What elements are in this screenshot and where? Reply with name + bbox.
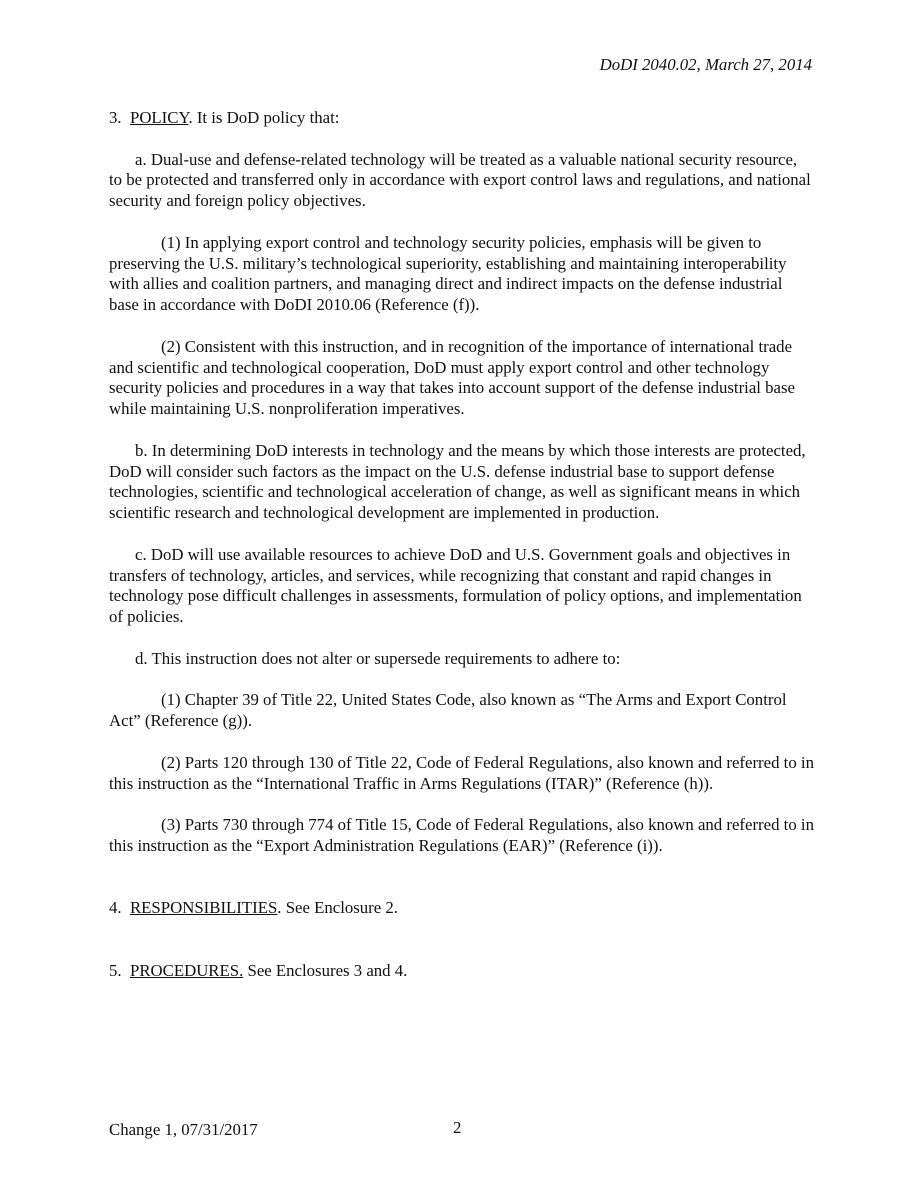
section-number: 5. xyxy=(109,960,122,980)
document-body xyxy=(109,108,814,981)
paragraph-3c: c. DoD will use available resources to achieve DoD and U.S. Government goals and objectives in transfers of technology, articles, and services, while recognizing that constant and rapid changes in technology pose difficult challenges in assessments, formulation of policy options, and implementation of policies. xyxy=(109,544,802,627)
change-footer: Change 1, 07/31/2017 xyxy=(109,1120,258,1139)
paragraph-3d3: (3) Parts 730 through 774 of Title 15, Code of Federal Regulations, also known and referred to in this instruction as the “Export Administration Regulations (EAR)” (Reference (i)). xyxy=(109,815,814,855)
section-title: RESPONSIBILITIES xyxy=(129,898,278,918)
section-4-heading xyxy=(109,898,814,919)
section-5-heading xyxy=(109,961,814,982)
section-number: 3. xyxy=(109,108,122,127)
paragraph-3d1: (1) Chapter 39 of Title 22, United States Code, also known as “The Arms and Export Control Act” (Reference (g)). xyxy=(109,690,787,731)
running-header: DoDI 2040.02, March 27, 2014 xyxy=(599,55,812,74)
paragraph-3d2: (2) Parts 120 through 130 of Title 22, Code of Federal Regulations, also known and referred to in this instruction as the “International Traffic in Arms Regulations (ITAR)” (Reference (h)). xyxy=(109,752,814,793)
section-intro: . It is DoD policy that: xyxy=(188,108,340,127)
paragraph-3b: b. In determining DoD interests in technology and the means by which those interests are protected, DoD will consider such factors as the impact on the U.S. defense industrial base to support defense technologies, scientific and technological acceleration of change, as well as significant means in which scientific research and technological development are implemented in production. xyxy=(109,440,806,523)
paragraph-3a2: (2) Consistent with this instruction, and in recognition of the importance of international trade and scientific and technological cooperation, DoD must apply export control and other technology security policies and procedures in a way that takes into account support of the defense industrial base while maintaining U.S. nonproliferation imperatives. xyxy=(109,336,795,419)
section-text: See Enclosures 3 and 4. xyxy=(243,960,408,980)
page-number: 2 xyxy=(453,1118,462,1137)
section-title: PROCEDURES. xyxy=(129,960,244,980)
paragraph-3d: d. This instruction does not alter or supersede requirements to adhere to: xyxy=(135,648,621,668)
section-number: 4. xyxy=(109,898,122,918)
paragraph-3a: a. Dual-use and defense-related technology will be treated as a valuable national security resource, to be protected and transferred only in accordance with export control laws and regulations, and national security and foreign policy objectives. xyxy=(109,149,811,211)
section-title: POLICY xyxy=(129,108,189,127)
section-text: . See Enclosure 2. xyxy=(277,898,398,918)
paragraph-3a1: (1) In applying export control and technology security policies, emphasis will be given to preserving the U.S. military’s technological superiority, establishing and maintaining interoperability with allies and coalition partners, and managing direct and indirect impacts on the defense industrial base in accordance with DoDI 2010.06 (Reference (f)). xyxy=(109,232,787,315)
section-3-heading xyxy=(109,108,814,129)
